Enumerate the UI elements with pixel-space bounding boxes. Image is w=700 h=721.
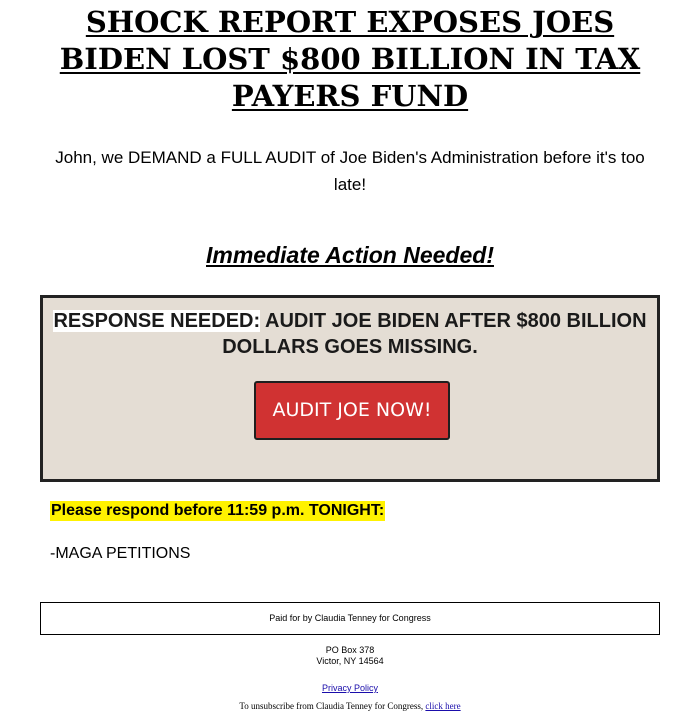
address-line-2: Victor, NY 14564 (316, 656, 384, 666)
cta-box (40, 295, 660, 482)
headline: SHOCK REPORT EXPOSES JOES BIDEN LOST $800 BILLION IN TAX PAYERS FUND (59, 5, 641, 113)
unsubscribe-row (40, 700, 660, 712)
privacy-policy-link[interactable]: Privacy Policy (321, 683, 378, 693)
deadline-text: Please respond before 11:59 p.m. TONIGHT: (51, 502, 385, 519)
audit-button[interactable]: AUDIT JOE NOW! (254, 381, 450, 440)
cta-heading (53, 308, 647, 360)
action-heading: Immediate Action Needed! (206, 242, 494, 268)
privacy-row (40, 682, 660, 694)
intro-text: John, we DEMAND a FULL AUDIT of Joe Biden's Administration before it's too late! (55, 148, 645, 194)
paid-for-disclaimer: Paid for by Claudia Tenney for Congress (40, 602, 660, 635)
deadline-notice (50, 499, 385, 523)
signature: -MAGA PETITIONS (50, 545, 191, 562)
unsubscribe-link[interactable]: click here (425, 701, 461, 711)
mailing-address (40, 645, 660, 667)
address-line-1: PO Box 378 (325, 645, 375, 655)
cta-label: RESPONSE NEEDED: (53, 310, 261, 332)
unsubscribe-text: To unsubscribe from Claudia Tenney for Congress, (239, 701, 424, 711)
cta-text: AUDIT JOE BIDEN AFTER $800 BILLION DOLLARS GOES MISSING. (222, 310, 647, 358)
